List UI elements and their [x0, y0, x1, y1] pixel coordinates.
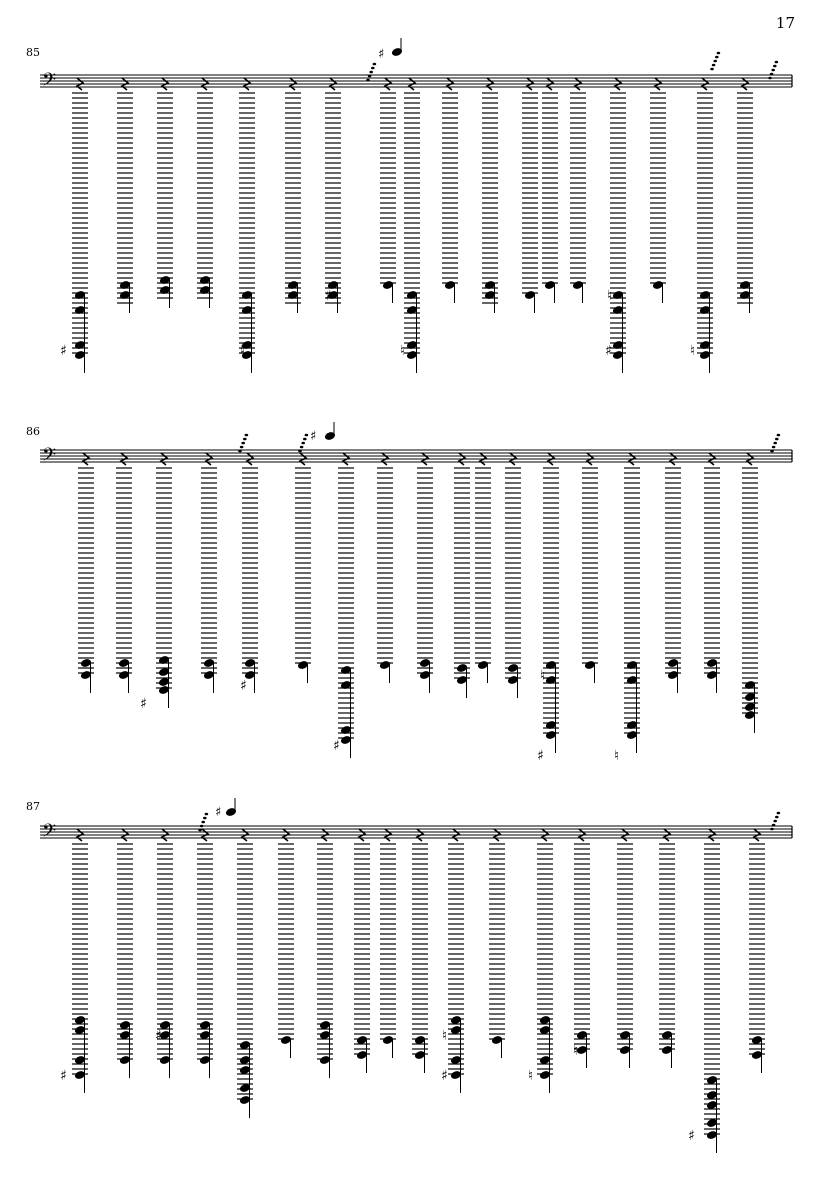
- measure-number-85: 85: [26, 46, 40, 59]
- bass-clef: 𝄢: [42, 821, 57, 846]
- sharp-accidental: ♯: [688, 1128, 695, 1144]
- grace-note: [200, 825, 204, 828]
- natural-accidental: ♮: [614, 748, 620, 764]
- sharp-accidental: ♯: [333, 738, 340, 754]
- natural-accidental: ♮: [240, 343, 246, 359]
- sharp-accidental: ♯: [310, 429, 317, 444]
- natural-accidental: ♮: [690, 343, 696, 359]
- natural-accidental: ♮: [540, 668, 546, 684]
- grace-note: [205, 813, 209, 816]
- bass-clef: 𝄢: [42, 70, 57, 95]
- sharp-accidental: ♯: [325, 288, 332, 304]
- natural-accidental: ♮: [573, 1043, 579, 1059]
- grace-note: [775, 816, 779, 819]
- natural-accidental: ♮: [528, 1068, 534, 1084]
- sharp-accidental: ♯: [140, 696, 147, 712]
- natural-accidental: ♮: [400, 343, 406, 359]
- grace-note: [770, 828, 774, 831]
- grace-note: [777, 812, 781, 815]
- bass-clef: 𝄢: [42, 445, 57, 470]
- grace-note: [773, 820, 777, 823]
- measure-number-87: 87: [26, 800, 40, 813]
- sharp-accidental: ♯: [537, 748, 544, 764]
- grace-note: [772, 824, 776, 827]
- sharp-accidental: ♯: [155, 1028, 162, 1044]
- sharp-accidental: ♯: [605, 343, 612, 359]
- sharp-accidental: ♯: [60, 343, 67, 359]
- measure-number-86: 86: [26, 425, 40, 438]
- sharp-accidental: ♯: [240, 678, 247, 694]
- grace-note: [201, 821, 205, 824]
- natural-accidental: ♮: [442, 1028, 448, 1044]
- page-number: 17: [775, 14, 795, 32]
- grace-note: [198, 829, 202, 832]
- grace-note: [203, 817, 207, 820]
- sharp-accidental: ♯: [441, 1068, 448, 1084]
- natural-accidental: ♮: [607, 288, 613, 304]
- sharp-accidental: ♯: [60, 1068, 67, 1084]
- sharp-accidental: ♯: [378, 47, 385, 62]
- sharp-accidental: ♯: [215, 805, 222, 820]
